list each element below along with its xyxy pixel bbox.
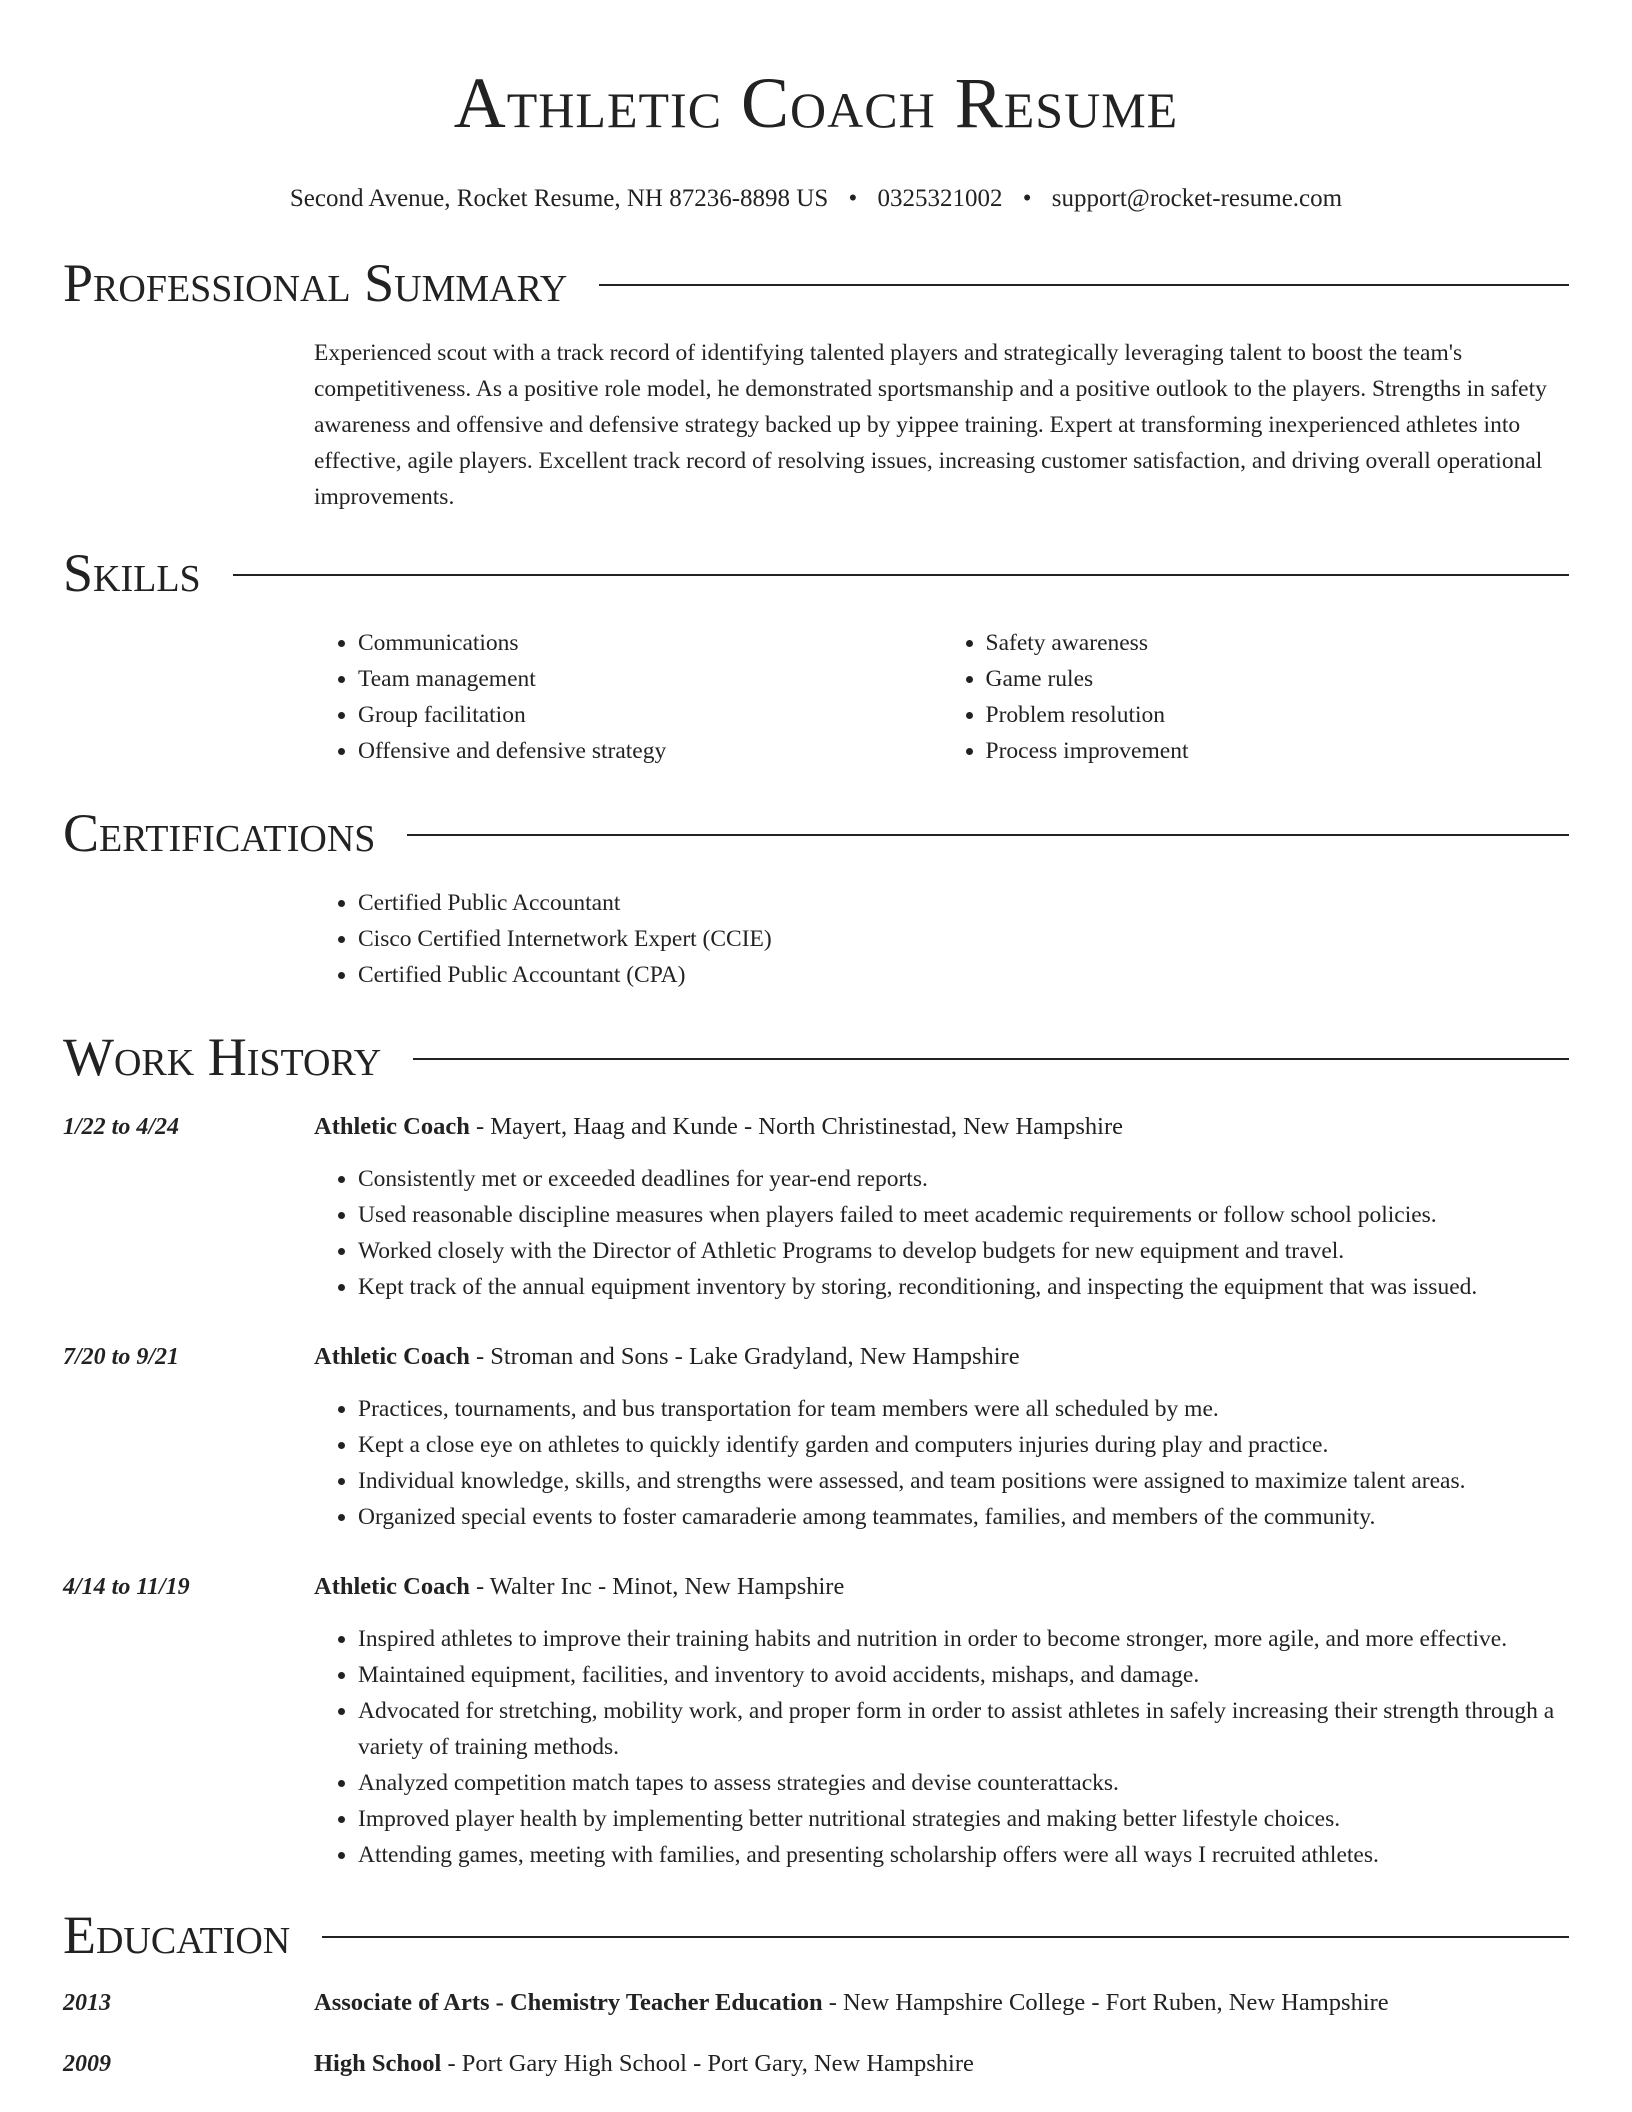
education-year: 2013	[63, 1990, 111, 2016]
job-bullet: • Practices, tournaments, and bus transportation for team members were all scheduled by me.	[358, 1391, 1569, 1427]
section-divider	[599, 284, 1569, 286]
skill-item: • Game rules	[986, 661, 1570, 697]
skills-list	[314, 625, 1569, 769]
job-bullet: • Improved player health by implementing better nutritional strategies and making better lifestyle choices.	[358, 1801, 1569, 1837]
certification-item: • Certified Public Accountant (CPA)	[358, 957, 1569, 993]
job-bullet: • Organized special events to foster camaraderie among teammates, families, and members of the community.	[358, 1499, 1569, 1535]
work-heading: Work History	[63, 1027, 382, 1087]
job-bullet: • Analyzed competition match tapes to assess strategies and devise counterattacks.	[358, 1765, 1569, 1801]
job-employer: - Mayert, Haag and Kunde - North Christinestad, New Hampshire	[469, 1113, 1123, 1140]
summary-section-header	[63, 251, 1569, 315]
job-bullet: • Attending games, meeting with families, and presenting scholarship offers were all ways I recruited athletes.	[358, 1837, 1569, 1873]
contact-separator: •	[1022, 185, 1032, 212]
skills-column-left	[314, 625, 942, 769]
contact-email: support@rocket-resume.com	[1051, 185, 1343, 212]
education-year: 2009	[63, 2051, 111, 2077]
job-bullets	[314, 1391, 1569, 1535]
skill-item: • Process improvement	[986, 733, 1570, 769]
job-entry	[63, 1339, 1569, 1535]
skill-item: • Problem resolution	[986, 697, 1570, 733]
certification-item: • Cisco Certified Internetwork Expert (CCIE)	[358, 921, 1569, 957]
certifications-section-header	[63, 801, 1569, 865]
skill-item: • Safety awareness	[986, 625, 1570, 661]
job-header	[314, 1339, 1569, 1375]
job-bullet: • Consistently met or exceeded deadlines for year-end reports.	[358, 1161, 1569, 1197]
job-header	[314, 1109, 1569, 1145]
section-divider	[413, 1058, 1569, 1060]
job-bullets	[314, 1161, 1569, 1305]
certification-item: • Certified Public Accountant	[358, 885, 1569, 921]
section-divider	[233, 574, 1569, 576]
skills-column-right	[942, 625, 1570, 769]
job-bullet: • Kept track of the annual equipment inventory by storing, reconditioning, and inspecting the equipment that was issued.	[358, 1269, 1569, 1305]
section-divider	[407, 834, 1569, 836]
job-bullet: • Used reasonable discipline measures when players failed to meet academic requirements or follow school policies.	[358, 1197, 1569, 1233]
education-entry	[63, 2046, 1569, 2082]
education-degree: High School	[314, 2050, 442, 2077]
contact-address: Second Avenue, Rocket Resume, NH 87236-8898 US	[289, 185, 829, 212]
contact-separator: •	[848, 185, 858, 212]
job-dates: 4/14 to 11/19	[63, 1574, 190, 1600]
education-degree: Associate of Arts - Chemistry Teacher Education	[314, 1989, 823, 2016]
summary-text: Experienced scout with a track record of identifying talented players and strategically leveraging talent to boost the team's competitiveness. As a positive role model, he demonstrated sportsmanship and a positive outlook to the players. Strengths in safety awareness and offensive and defensive strategy backed up by yippee training. Expert at transforming inexperienced athletes into effective, agile players. Excellent track record of resolving issues, increasing customer satisfaction, and driving overall operational improvements.	[314, 340, 1547, 510]
education-school: - New Hampshire College - Fort Ruben, New Hampshire	[822, 1989, 1389, 2016]
education-section-header	[63, 1903, 1569, 1967]
job-dates: 7/20 to 9/21	[63, 1344, 180, 1370]
skill-item: • Communications	[358, 625, 942, 661]
education-header	[314, 2046, 1569, 2082]
certifications-heading: Certifications	[63, 803, 376, 863]
job-employer: - Walter Inc - Minot, New Hampshire	[469, 1573, 845, 1600]
job-bullet: • Inspired athletes to improve their training habits and nutrition in order to become stronger, more agile, and more effective.	[358, 1621, 1569, 1657]
job-dates: 1/22 to 4/24	[63, 1114, 180, 1140]
certifications-list	[314, 885, 1569, 993]
job-bullets	[314, 1621, 1569, 1873]
education-heading: Education	[63, 1905, 291, 1965]
job-header	[314, 1569, 1569, 1605]
summary-heading: Professional Summary	[63, 253, 568, 313]
job-title: Athletic Coach	[314, 1343, 470, 1370]
education-header	[314, 1985, 1569, 2021]
job-bullet: • Maintained equipment, facilities, and inventory to avoid accidents, mishaps, and damage.	[358, 1657, 1569, 1693]
job-title: Athletic Coach	[314, 1113, 470, 1140]
education-entry	[63, 1985, 1569, 2021]
contact-phone: 0325321002	[877, 185, 1003, 212]
skill-item: • Offensive and defensive strategy	[358, 733, 942, 769]
education-school: - Port Gary High School - Port Gary, New Hampshire	[441, 2050, 974, 2077]
skill-item: • Group facilitation	[358, 697, 942, 733]
skill-item: • Team management	[358, 661, 942, 697]
job-entry	[63, 1569, 1569, 1873]
job-bullet: • Kept a close eye on athletes to quickly identify garden and computers injuries during play and practice.	[358, 1427, 1569, 1463]
job-bullet: • Advocated for stretching, mobility work, and proper form in order to assist athletes in safely increasing their strength through a variety of training methods.	[358, 1693, 1569, 1765]
skills-section-header	[63, 541, 1569, 605]
job-title: Athletic Coach	[314, 1573, 470, 1600]
job-entry	[63, 1109, 1569, 1305]
resume-title: Athletic Coach Resume	[453, 63, 1179, 143]
job-bullet: • Individual knowledge, skills, and strengths were assessed, and team positions were assigned to maximize talent areas.	[358, 1463, 1569, 1499]
work-section-header	[63, 1025, 1569, 1089]
contact-line	[63, 184, 1569, 214]
job-bullet: • Worked closely with the Director of Athletic Programs to develop budgets for new equipment and travel.	[358, 1233, 1569, 1269]
skills-heading: Skills	[63, 543, 201, 603]
section-divider	[322, 1936, 1569, 1938]
job-employer: - Stroman and Sons - Lake Gradyland, New Hampshire	[469, 1343, 1020, 1370]
